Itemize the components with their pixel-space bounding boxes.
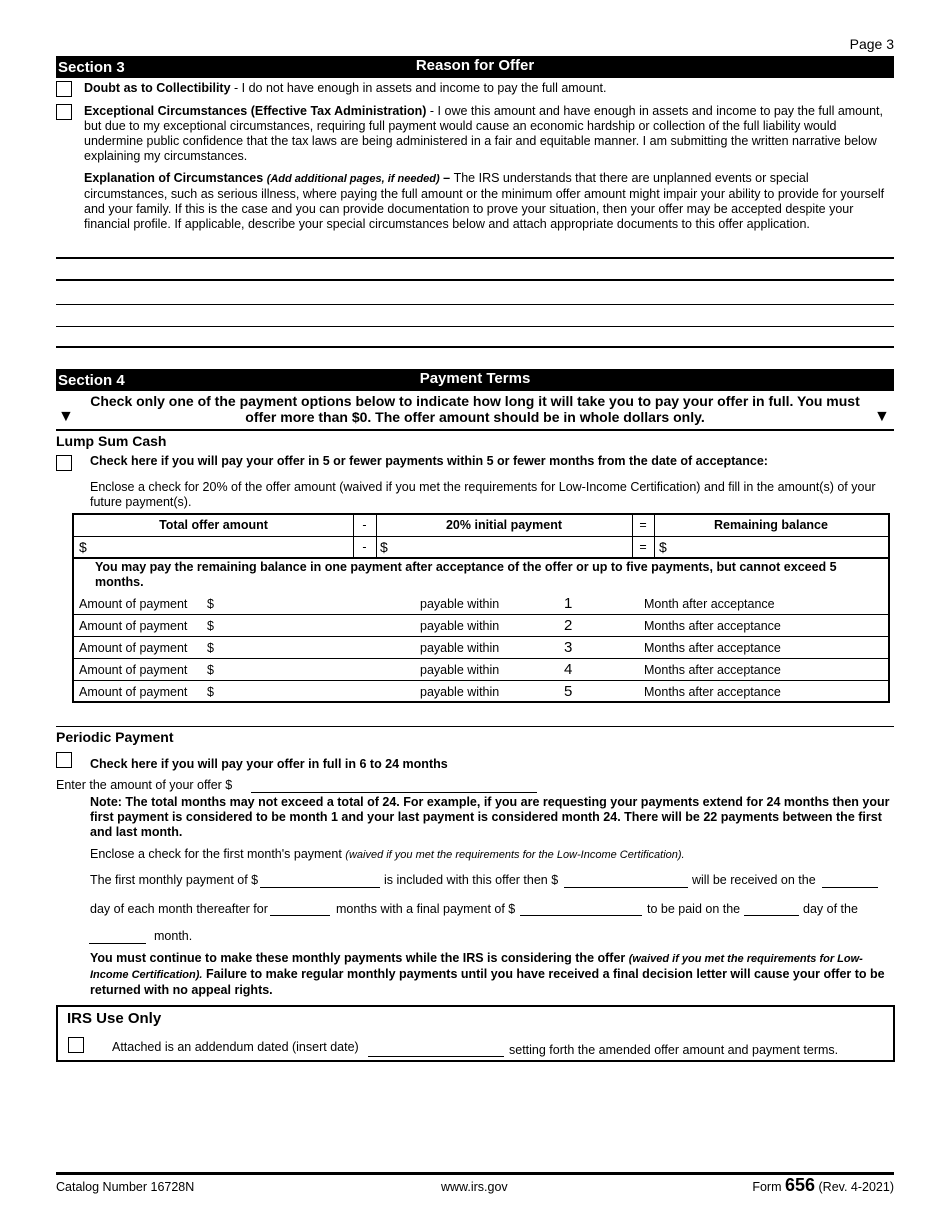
included-label: is included with this offer then $: [384, 873, 559, 887]
website-link[interactable]: www.irs.gov: [441, 1180, 508, 1194]
minus-op: -: [362, 518, 367, 532]
narrative-line[interactable]: [56, 346, 894, 348]
exceptional-bold: Exceptional Circumstances (Effective Tax Administration): [84, 104, 427, 118]
payment-instruction: Check only one of the payment options below to indicate how long it will take you to pay your offer in full. You must offer more than $0. The offer amount should be in whole dollars only.: [90, 393, 860, 425]
doubt-collectibility-checkbox[interactable]: [56, 81, 72, 97]
addendum-label: Attached is an addendum dated (insert date): [112, 1040, 359, 1054]
doubt-bold: Doubt as to Collectibility: [84, 81, 231, 95]
lump-sum-enclose: Enclose a check for 20% of the offer amount (waived if you met the requirements for Low-Income Certification) and fill in the amount(s) of your future payment(s).: [90, 480, 876, 509]
payment-amount-label: Amount of payment: [79, 663, 188, 677]
section-3-header: [56, 56, 894, 78]
equals-op: =: [639, 540, 647, 554]
lump-sum-heading: Lump Sum Cash: [56, 433, 167, 449]
down-arrow-icon: ▼: [58, 408, 74, 425]
months-input[interactable]: [270, 915, 330, 916]
payment-amount-label: Amount of payment: [79, 685, 188, 699]
doubt-collectibility-text: [84, 81, 894, 96]
section-4-title: Payment Terms: [419, 370, 531, 387]
payment-amount-input[interactable]: $: [207, 641, 214, 655]
section-4-label: Section 4: [58, 372, 125, 389]
enclose-italic: (waived if you met the requirements for the Low-Income Certification).: [345, 849, 685, 861]
section-4-header: [56, 369, 894, 391]
irs-use-only-box: [56, 1005, 895, 1062]
lump-sum-checkbox-label: Check here if you will pay your offer in 5 or fewer payments within 5 or fewer months from the date of acceptance:: [90, 454, 768, 468]
payment-row[interactable]: [72, 615, 890, 637]
setting-forth-label: setting forth the amended offer amount and payment terms.: [509, 1043, 839, 1057]
payment-row[interactable]: [72, 637, 890, 659]
payment-row[interactable]: [72, 659, 890, 681]
day-each-label: day of each month thereafter for: [90, 902, 268, 916]
minus-op: -: [362, 540, 367, 554]
form-revision: (Rev. 4-2021): [818, 1180, 894, 1194]
continue-italic: (waived if you met the requirements for Low-Income Certification).: [90, 953, 863, 981]
payable-within-label: payable within: [420, 685, 500, 699]
explanation-desc: The IRS understands that there are unplanned events or special circumstances, such as serious illness, where paying the full amount or the minimum offer amount might impair your ability to provide for yourself and your family. If this is the case and you can provide documentation to prove your situation, then your offer may be accepted despite your financial profile. If applicable, describe your special circumstances below and attach appropriate documents to this offer application.: [84, 171, 885, 231]
payment-amount-input[interactable]: $: [207, 619, 214, 633]
first-payment-input[interactable]: [260, 887, 380, 888]
exceptional-circumstances-text: [84, 104, 894, 164]
lump-sum-checkbox[interactable]: [56, 455, 72, 471]
form-word: Form: [752, 1180, 782, 1194]
page-number: Page 3: [849, 36, 894, 52]
form-id: [752, 1175, 894, 1196]
section-3-title: Reason for Offer: [415, 57, 535, 74]
initial-payment-input[interactable]: $: [380, 539, 388, 555]
periodic-note: Note: The total months may not exceed a total of 24. For example, if you are requesting your payments extend for 24 months then your first payment is considered to be month 1 and your last payment is considered month 24. There will be 22 payments between the first and last month.: [90, 795, 890, 839]
col-remaining-balance: Remaining balance: [714, 518, 828, 532]
doubt-desc: - I do not have enough in assets and income to pay the full amount.: [230, 81, 607, 95]
exceptional-desc: - I owe this amount and have enough in assets and income to pay the full amount, but due to my exceptional circumstances, requiring full payment would cause an economic hardship or collection of the full liability would undermine public confidence that the tax laws are being administered in a fair and equitable manner. I am submitting the written narrative below explaining my circumstances.: [84, 104, 883, 163]
addendum-checkbox[interactable]: [68, 1037, 84, 1053]
final-day-input[interactable]: [744, 915, 799, 916]
down-arrow-icon: ▼: [874, 408, 890, 425]
payment-row[interactable]: [72, 593, 890, 615]
payable-within-label: payable within: [420, 619, 500, 633]
lump-note-box: [72, 559, 890, 593]
months-after-label: Months after acceptance: [644, 663, 781, 677]
col-total-offer: Total offer amount: [159, 518, 268, 532]
payment-month-number: 2: [564, 617, 573, 634]
payable-within-label: payable within: [420, 597, 500, 611]
continue-bold2: Failure to make regular monthly payments until you have received a final decision letter will cause your offer to be returned with no appeal rights.: [90, 967, 885, 997]
col-initial-payment: 20% initial payment: [445, 518, 562, 532]
payment-month-number: 4: [564, 661, 573, 678]
month-label: month.: [154, 929, 193, 943]
payment-amount-input[interactable]: $: [207, 663, 214, 677]
offer-amount-input[interactable]: [251, 792, 537, 793]
periodic-checkbox[interactable]: [56, 752, 72, 768]
payable-within-label: payable within: [420, 663, 500, 677]
continue-payments-text: [90, 951, 890, 998]
included-amount-input[interactable]: [564, 887, 688, 888]
payment-month-number: 3: [564, 639, 573, 656]
payment-amount-label: Amount of payment: [79, 641, 188, 655]
enter-amount-label: Enter the amount of your offer $: [56, 778, 233, 792]
payment-amount-label: Amount of payment: [79, 597, 188, 611]
periodic-enclose: [90, 847, 685, 861]
remaining-balance-input[interactable]: $: [659, 539, 667, 555]
narrative-line[interactable]: [56, 279, 894, 281]
form-number: 656: [784, 1175, 816, 1195]
months-after-label: Months after acceptance: [644, 619, 781, 633]
payment-amount-label: Amount of payment: [79, 619, 188, 633]
enclose-text: Enclose a check for the first month's payment: [90, 847, 346, 861]
exceptional-circumstances-checkbox[interactable]: [56, 104, 72, 120]
final-month-input[interactable]: [89, 943, 146, 944]
months-after-label: Months after acceptance: [644, 641, 781, 655]
explanation-text: [84, 171, 894, 232]
lump-sum-table: [72, 513, 890, 559]
explanation-dash: –: [439, 171, 454, 185]
months-after-label: Month after acceptance: [644, 597, 775, 611]
periodic-heading: Periodic Payment: [56, 729, 174, 745]
received-day-input[interactable]: [822, 887, 878, 888]
total-offer-input[interactable]: $: [79, 539, 87, 555]
paid-on-label: to be paid on the: [647, 902, 741, 916]
narrative-line[interactable]: [56, 304, 894, 305]
payment-row[interactable]: [72, 681, 890, 703]
first-payment-label: The first monthly payment of $: [90, 873, 259, 887]
explanation-italic: (Add additional pages, if needed): [266, 173, 440, 185]
continue-bold: You must continue to make these monthly payments while the IRS is considering the offer: [90, 951, 629, 965]
months-after-label: Months after acceptance: [644, 685, 781, 699]
months-final-label: months with a final payment of $: [336, 902, 516, 916]
lump-sum-note: You may pay the remaining balance in one payment after acceptance of the offer or up to five payments, but cannot exceed 5 months.: [95, 560, 837, 589]
explanation-bold: Explanation of Circumstances: [84, 171, 264, 185]
final-payment-input[interactable]: [520, 915, 642, 916]
divider: [56, 726, 894, 727]
day-of-the-label: day of the: [803, 902, 858, 916]
catalog-number: Catalog Number 16728N: [56, 1180, 195, 1194]
payable-within-label: payable within: [420, 641, 500, 655]
narrative-line[interactable]: [56, 326, 894, 327]
periodic-checkbox-label: Check here if you will pay your offer in full in 6 to 24 months: [90, 757, 448, 771]
payment-amount-input[interactable]: $: [207, 597, 214, 611]
divider: [56, 429, 894, 431]
irs-use-title: IRS Use Only: [67, 1010, 162, 1027]
payment-month-number: 1: [564, 595, 573, 612]
payment-month-number: 5: [564, 683, 573, 700]
equals-op: =: [639, 518, 647, 532]
payment-amount-input[interactable]: $: [207, 685, 214, 699]
addendum-date-input[interactable]: [368, 1056, 504, 1057]
section-3-label: Section 3: [58, 59, 125, 76]
narrative-line[interactable]: [56, 257, 894, 259]
received-label: will be received on the: [692, 873, 816, 887]
